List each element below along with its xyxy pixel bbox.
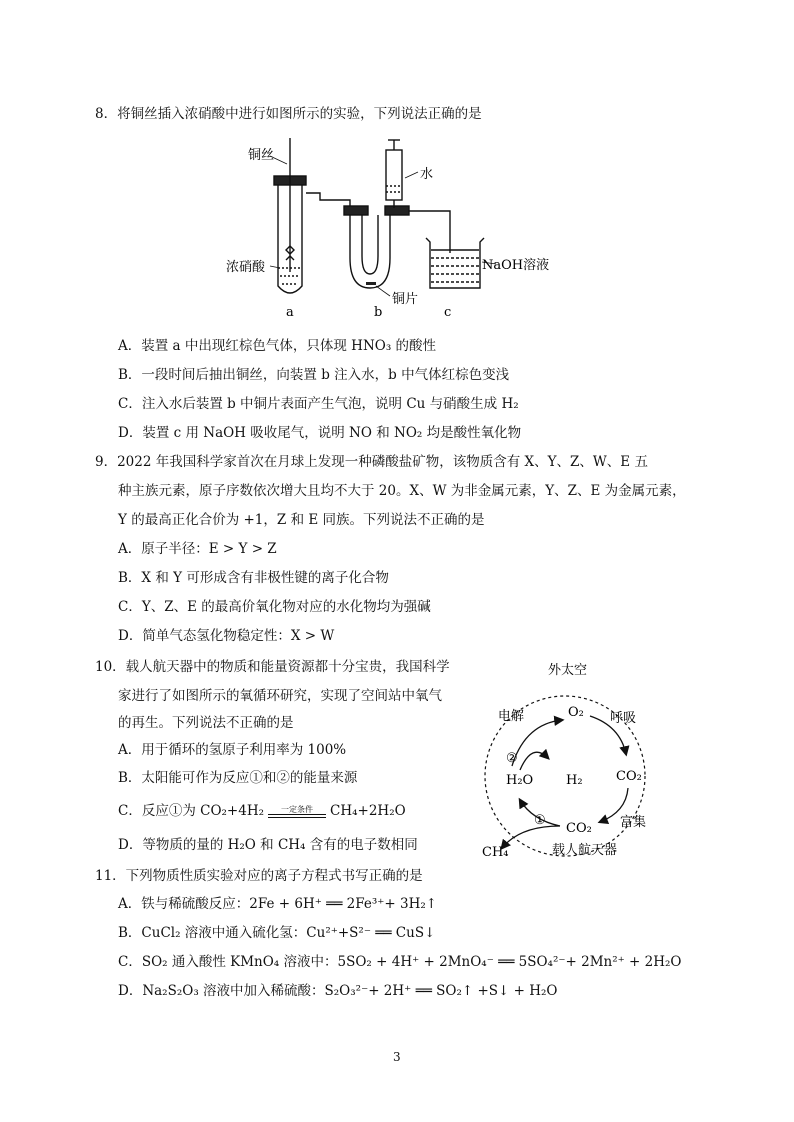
q10-stem-line-3: 的再生。下列说法不正确的是 bbox=[118, 715, 294, 731]
label-water: 水 bbox=[420, 167, 434, 182]
q9-option-c: C．Y、Z、E 的最高价氧化物对应的水化物均为强碱 bbox=[118, 599, 431, 615]
label-copper-wire: 铜丝 bbox=[248, 148, 275, 163]
q9-option-d: D．简单气态氢化物稳定性：X > W bbox=[118, 628, 335, 644]
q9-stem-line-3: Y 的最高正化合价为 +1，Z 和 E 同族。下列说法不正确的是 bbox=[118, 512, 485, 528]
q10-option-c-products: CH₄+2H₂O bbox=[330, 803, 406, 819]
label-h2: H₂ bbox=[566, 773, 583, 788]
q8-option-c: C．注入水后装置 b 中铜片表面产生气泡，说明 Cu 与硝酸生成 H₂ bbox=[118, 396, 519, 412]
q10-oxygen-cycle-figure bbox=[470, 654, 670, 866]
label-electrolysis: 电解 bbox=[498, 709, 525, 724]
label-spacecraft: 载人航天器 bbox=[552, 843, 618, 858]
q10-option-d: D．等物质的量的 H₂O 和 CH₄ 含有的电子数相同 bbox=[118, 837, 418, 853]
q8-apparatus-figure bbox=[220, 138, 570, 323]
q8-option-b: B．一段时间后抽出铜丝，向装置 b 注入水，b 中气体红棕色变浅 bbox=[118, 367, 510, 383]
q8-option-d: D．装置 c 用 NaOH 吸收尾气，说明 NO 和 NO₂ 均是酸性氧化物 bbox=[118, 425, 522, 441]
q11-stem: 11．下列物质性质实验对应的离子方程式书写正确的是 bbox=[95, 868, 423, 884]
label-a: a bbox=[286, 305, 294, 320]
q11-option-b: B．CuCl₂ 溶液中通入硫化氢：Cu²⁺+S²⁻ ══ CuS↓ bbox=[118, 925, 436, 941]
q9-stem-line-2: 种主族元素，原子序数依次增大且均不大于 20。X、W 为非金属元素，Y、Z、E 为金属元素， bbox=[118, 483, 686, 499]
label-enrich: 富集 bbox=[620, 815, 647, 830]
label-h2o: H₂O bbox=[506, 773, 534, 788]
q10-option-c-reactants: C．反应①为 CO₂+4H₂ bbox=[118, 803, 265, 819]
q8-option-a: A．装置 a 中出现红棕色气体，只体现 HNO₃ 的酸性 bbox=[118, 338, 437, 354]
q10-option-b: B．太阳能可作为反应①和②的能量来源 bbox=[118, 770, 358, 786]
q8-stem: 8．将铜丝插入浓硝酸中进行如图所示的实验，下列说法正确的是 bbox=[95, 106, 482, 122]
u-tube-b bbox=[344, 140, 409, 288]
label-conc-nitric-acid: 浓硝酸 bbox=[226, 260, 266, 275]
q9-option-a: A．原子半径：E > Y > Z bbox=[118, 541, 277, 557]
label-co2-right: CO₂ bbox=[616, 769, 642, 784]
label-co2-bottom: CO₂ bbox=[566, 821, 592, 836]
test-tube-a bbox=[274, 138, 306, 293]
q9-option-b: B．X 和 Y 可形成含有非极性键的离子化合物 bbox=[118, 570, 389, 586]
q10-stem-line-1: 10．载人航天器中的物质和能量资源都十分宝贵，我国科学 bbox=[95, 659, 450, 675]
label-outer-space: 外太空 bbox=[548, 663, 588, 678]
reaction-condition-label: 一定条件 bbox=[281, 805, 314, 814]
q10-option-a: A．用于循环的氢原子利用率为 100% bbox=[118, 742, 347, 758]
q11-option-a: A．铁与稀硫酸反应：2Fe + 6H⁺ ══ 2Fe³⁺+ 3H₂↑ bbox=[118, 896, 438, 912]
label-b: b bbox=[374, 305, 383, 320]
reaction-condition-arrow bbox=[268, 805, 326, 818]
label-naoh-solution: NaOH溶液 bbox=[482, 258, 550, 273]
label-reaction-1: ① bbox=[534, 813, 546, 828]
q11-option-d: D．Na₂S₂O₃ 溶液中加入稀硫酸：S₂O₃²⁻+ 2H⁺ ══ SO₂↑ +S↓ + H₂O bbox=[118, 983, 558, 999]
label-ch4: CH₄ bbox=[482, 845, 509, 860]
label-reaction-2: ② bbox=[506, 751, 518, 766]
label-breathing: 呼吸 bbox=[610, 711, 637, 726]
q10-stem-line-2: 家进行了如图所示的氧循环研究，实现了空间站中氧气 bbox=[118, 688, 442, 704]
q9-stem-line-1: 9．2022 年我国科学家首次在月球上发现一种磷酸盐矿物，该物质含有 X、Y、Z、W、E 五 bbox=[95, 454, 648, 470]
label-c: c bbox=[444, 305, 452, 320]
label-o2: O₂ bbox=[568, 705, 584, 720]
beaker-c bbox=[426, 238, 484, 288]
label-copper-sheet: 铜片 bbox=[392, 292, 419, 307]
q11-option-c: C．SO₂ 通入酸性 KMnO₄ 溶液中：5SO₂ + 4H⁺ + 2MnO₄⁻ ══ 5SO₄²⁻+ 2Mn²⁺ + 2H₂O bbox=[118, 954, 682, 970]
page-number: 3 bbox=[393, 1050, 401, 1064]
q10-option-c bbox=[118, 798, 406, 824]
